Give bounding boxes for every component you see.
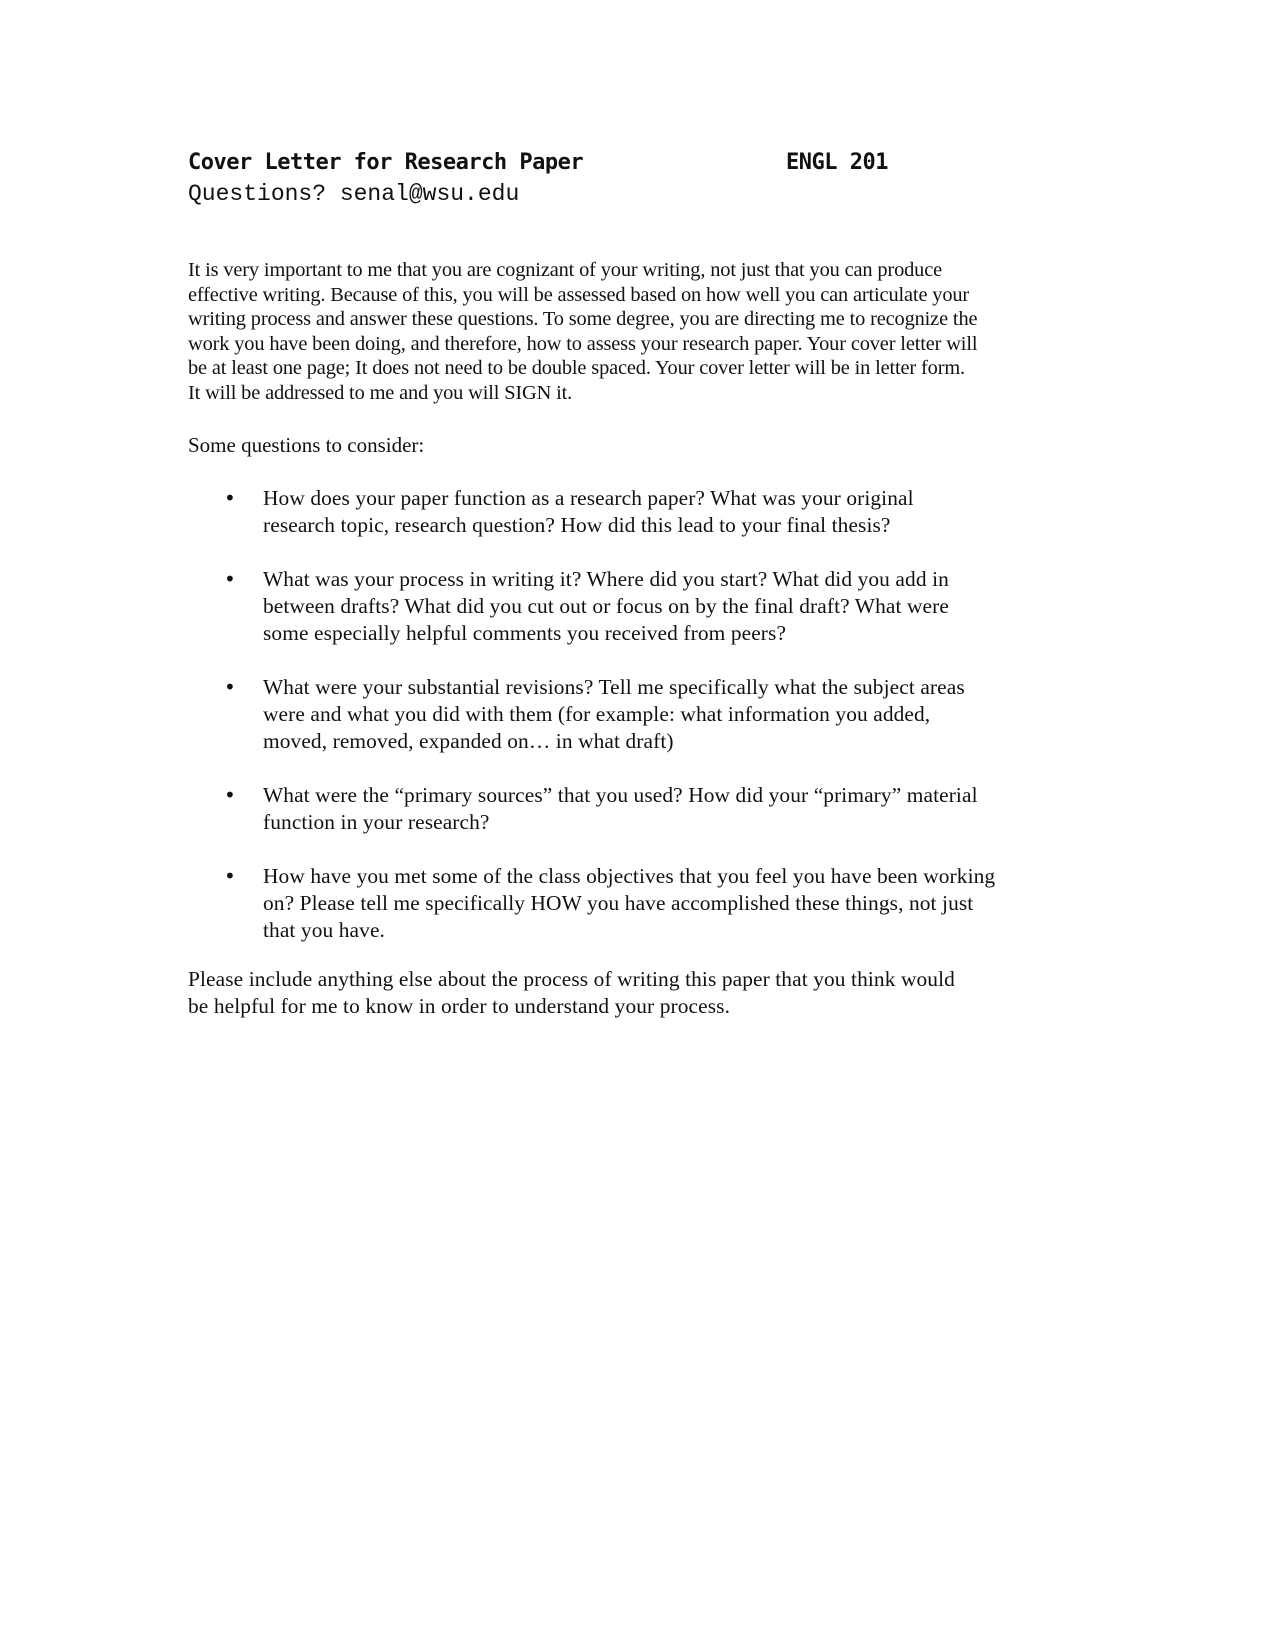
question-item <box>188 863 1108 943</box>
question-line: How does your paper function as a research paper? What was your original <box>263 486 914 510</box>
question-line: moved, removed, expanded on… in what draft) <box>263 728 674 753</box>
question-item <box>188 782 1108 836</box>
intro-line: effective writing. Because of this, you will be assessed based on how well you can articulate your <box>188 283 970 306</box>
bullet-icon: • <box>224 783 236 808</box>
header <box>188 150 928 184</box>
question-line: What were the “primary sources” that you used? How did your “primary” material <box>263 783 978 808</box>
question-item <box>188 566 1108 646</box>
closing-line: be helpful for me to know in order to understand your process. <box>188 993 731 1018</box>
question-item <box>188 674 1108 754</box>
bullet-icon: • <box>224 567 236 592</box>
question-line: research topic, research question? How did this lead to your final thesis? <box>263 512 891 537</box>
intro-line: be at least one page; It does not need to be double spaced. Your cover letter will be in letter form. <box>188 357 966 379</box>
intro-line: It will be addressed to me and you will SIGN it. <box>188 381 573 404</box>
closing-line: Please include anything else about the process of writing this paper that you think would <box>188 967 955 991</box>
questions-list <box>188 485 1108 971</box>
question-line: function in your research? <box>263 809 490 834</box>
question-line: some especially helpful comments you received from peers? <box>263 620 787 645</box>
question-line: were and what you did with them (for example: what information you added, <box>263 701 931 726</box>
course-code: ENGL 201 <box>786 150 888 175</box>
bullet-icon: • <box>224 864 236 889</box>
bullet-icon: • <box>224 486 236 510</box>
question-line: How have you met some of the class objectives that you feel you have been working <box>263 864 996 889</box>
question-line: What were your substantial revisions? Tell me specifically what the subject areas <box>263 675 965 700</box>
intro-paragraph <box>188 258 1088 405</box>
bullet-icon: • <box>224 675 236 700</box>
question-line: on? Please tell me specifically HOW you have accomplished these things, not just <box>263 891 974 916</box>
question-line: What was your process in writing it? Where did you start? What did you add in <box>263 567 949 592</box>
contact-line: Questions? senal@wsu.edu <box>188 181 520 207</box>
questions-heading: Some questions to consider: <box>188 433 425 457</box>
question-line: that you have. <box>263 917 385 942</box>
intro-line: work you have been doing, and therefore, how to assess your research paper. Your cover letter will <box>188 332 978 355</box>
closing-paragraph <box>188 966 955 1020</box>
question-line: between drafts? What did you cut out or focus on by the final draft? What were <box>263 593 949 618</box>
document-title: Cover Letter for Research Paper <box>188 150 584 175</box>
question-item <box>188 485 1108 539</box>
intro-line: It is very important to me that you are cognizant of your writing, not just that you can produce <box>188 259 943 281</box>
intro-line: writing process and answer these questions. To some degree, you are directing me to recognize the <box>188 308 978 330</box>
